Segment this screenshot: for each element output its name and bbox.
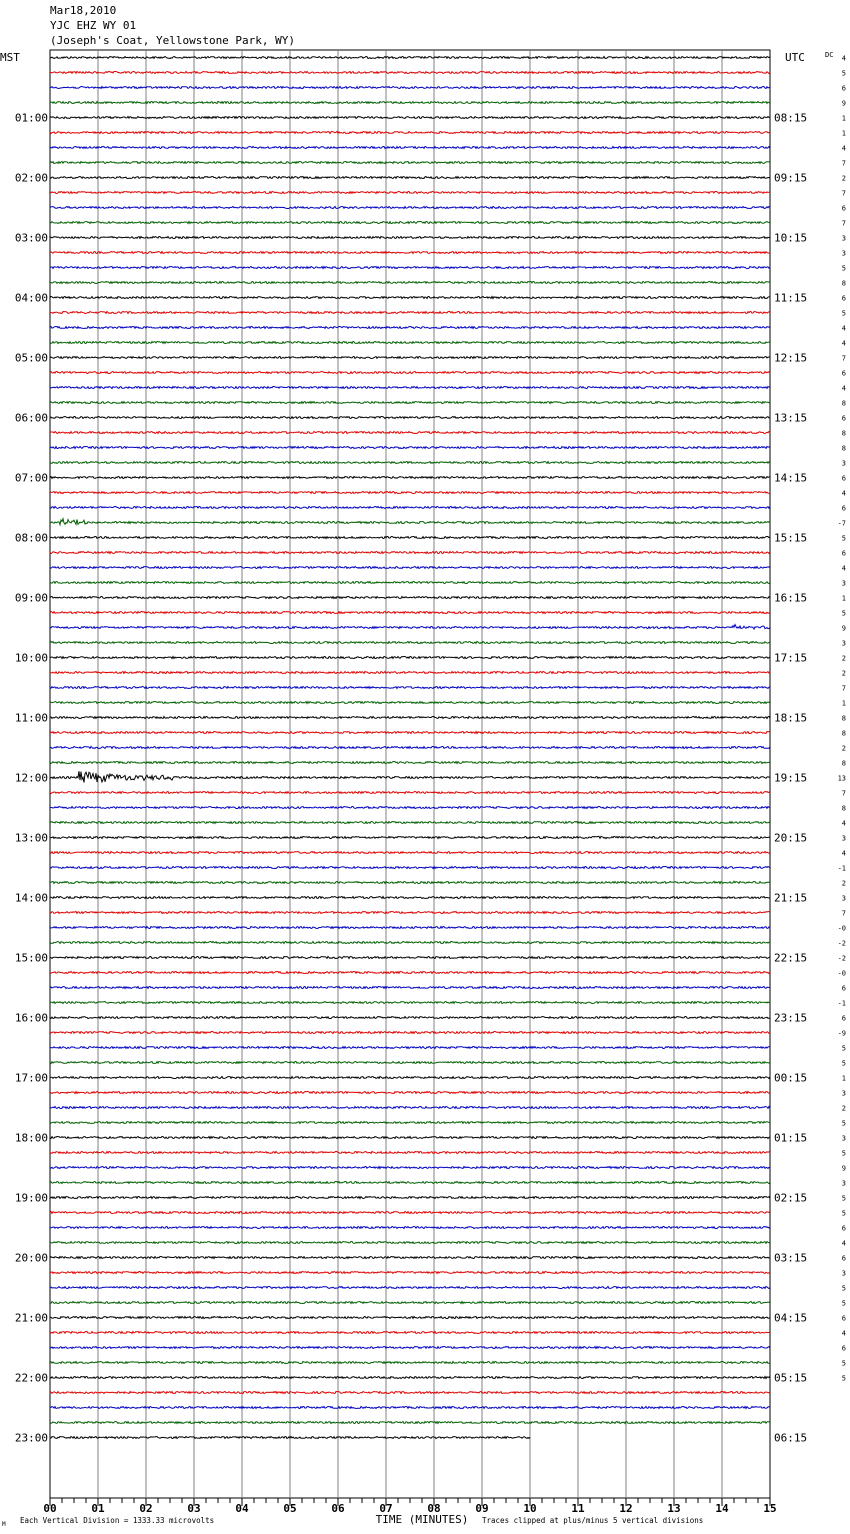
trace-line — [50, 836, 770, 838]
clip-note: Traces clipped at plus/minus 5 vertical divisions — [482, 1516, 704, 1525]
trace-line — [50, 807, 770, 809]
dc-offset-value: 5 — [841, 1284, 846, 1293]
dc-offset-value: 6 — [841, 204, 846, 213]
dc-offset-value: 5 — [841, 309, 846, 318]
dc-offset-value: 3 — [841, 249, 846, 258]
dc-offset-value: 5 — [841, 1119, 846, 1128]
dc-offset-value: 4 — [841, 489, 846, 498]
mst-hour-label: 04:00 — [14, 291, 48, 305]
mst-axis-label: MST — [0, 51, 20, 64]
dc-offset-value: 3 — [841, 834, 846, 843]
mst-hour-label: 14:00 — [14, 891, 48, 905]
trace-line — [50, 702, 770, 704]
dc-offset-value: 7 — [841, 354, 846, 363]
trace-line — [50, 72, 770, 74]
trace-line — [50, 87, 770, 89]
mst-hour-label: 17:00 — [14, 1071, 48, 1085]
trace-line — [50, 447, 770, 449]
dc-offset-value: 7 — [841, 789, 846, 798]
dc-offset-value: 9 — [841, 1164, 846, 1173]
utc-hour-label: 01:15 — [774, 1131, 808, 1145]
dc-offset-value: 7 — [841, 189, 846, 198]
scale-note: Each Vertical Division = 1333.33 microvolts — [20, 1516, 215, 1525]
dc-offset-value: 9 — [841, 99, 846, 108]
trace-line — [50, 297, 770, 299]
mst-hour-label: 23:00 — [14, 1431, 48, 1445]
trace-line — [50, 552, 770, 554]
trace-line — [50, 732, 770, 734]
trace-line — [50, 1272, 770, 1274]
trace-line — [50, 582, 770, 584]
utc-hour-label: 16:15 — [774, 591, 808, 605]
dc-offset-value: 6 — [841, 1254, 846, 1263]
dc-offset-value: 6 — [841, 294, 846, 303]
trace-line — [50, 642, 770, 644]
trace-line — [50, 1047, 770, 1049]
trace-line — [50, 117, 770, 119]
utc-hour-label: 19:15 — [774, 771, 808, 785]
trace-line — [50, 462, 770, 464]
dc-offset-value: 2 — [841, 654, 846, 663]
dc-offset-value: -1 — [837, 864, 846, 873]
x-tick-label: 09 — [475, 1502, 489, 1515]
dc-offset-value: 5 — [841, 1044, 846, 1053]
utc-hour-label: 10:15 — [774, 231, 808, 245]
trace-line — [50, 1422, 770, 1424]
dc-offset-value: 5 — [841, 1374, 846, 1383]
utc-hour-label: 06:15 — [774, 1431, 808, 1445]
dc-offset-value: 6 — [841, 1224, 846, 1233]
trace-line — [50, 1152, 770, 1154]
dc-offset-value: 1 — [841, 114, 846, 123]
utc-hour-label: 20:15 — [774, 831, 808, 845]
trace-line — [50, 1347, 770, 1349]
mst-hour-label: 05:00 — [14, 351, 48, 365]
trace-line — [50, 1137, 770, 1139]
dc-offset-value: -0 — [837, 924, 846, 933]
dc-offset-value: 3 — [841, 639, 846, 648]
dc-offset-value: 3 — [841, 1134, 846, 1143]
trace-line — [50, 1377, 770, 1379]
dc-offset-value: -1 — [837, 999, 846, 1008]
trace-line — [50, 852, 770, 854]
trace-line — [50, 867, 770, 869]
trace-line — [50, 1227, 770, 1229]
trace-line — [50, 747, 770, 749]
trace-line — [50, 402, 770, 404]
dc-offset-value: 8 — [841, 804, 846, 813]
trace-line — [50, 192, 770, 194]
trace-line — [50, 177, 770, 179]
x-axis-label: TIME (MINUTES) — [375, 1513, 469, 1526]
trace-line — [50, 537, 770, 539]
trace-line — [50, 1122, 770, 1124]
dc-offset-value: 2 — [841, 744, 846, 753]
utc-hour-label: 13:15 — [774, 411, 808, 425]
dc-offset-value: 6 — [841, 369, 846, 378]
trace-line — [50, 507, 770, 509]
dc-offset-value: 8 — [841, 714, 846, 723]
utc-hour-label: 02:15 — [774, 1191, 808, 1205]
trace-line — [50, 1392, 770, 1394]
x-tick-label: 08 — [427, 1502, 441, 1515]
trace-line — [50, 612, 770, 614]
dc-offset-value: 5 — [841, 1209, 846, 1218]
dc-offset-value: 8 — [841, 729, 846, 738]
dc-offset-value: -2 — [837, 954, 846, 963]
trace-line — [50, 1407, 770, 1409]
trace-line — [50, 957, 770, 959]
trace-line — [50, 519, 770, 525]
dc-offset-value: 5 — [841, 609, 846, 618]
dc-offset-value: -7 — [837, 519, 846, 528]
dc-offset-value: 3 — [841, 1179, 846, 1188]
x-tick-label: 15 — [763, 1502, 777, 1515]
utc-hour-label: 23:15 — [774, 1011, 808, 1025]
dc-offset-value: 6 — [841, 1014, 846, 1023]
trace-line — [50, 687, 770, 689]
utc-hour-label: 08:15 — [774, 111, 808, 125]
dc-offset-value: 5 — [841, 1299, 846, 1308]
trace-line — [50, 1212, 770, 1214]
trace-line — [50, 492, 770, 494]
trace-line — [50, 1197, 770, 1199]
trace-line — [50, 1257, 770, 1259]
trace-line — [50, 1242, 770, 1244]
dc-offset-value: 6 — [841, 984, 846, 993]
trace-line — [50, 132, 770, 134]
dc-offset-value: 1 — [841, 129, 846, 138]
dc-offset-value: -9 — [837, 1029, 846, 1038]
trace-line — [50, 312, 770, 314]
dc-offset-value: 2 — [841, 174, 846, 183]
trace-line — [50, 1002, 770, 1004]
trace-line — [50, 1287, 770, 1289]
dc-offset-value: 5 — [841, 264, 846, 273]
x-tick-label: 07 — [379, 1502, 393, 1515]
dc-offset-value: 6 — [841, 504, 846, 513]
corner-mark: M — [2, 1521, 6, 1528]
dc-offset-value: 4 — [841, 144, 846, 153]
dc-offset-value: 3 — [841, 1089, 846, 1098]
mst-hour-label: 12:00 — [14, 771, 48, 785]
utc-hour-label: 21:15 — [774, 891, 808, 905]
x-tick-label: 14 — [715, 1502, 729, 1515]
utc-hour-label: 22:15 — [774, 951, 808, 965]
trace-line — [50, 942, 770, 944]
trace-line — [50, 222, 770, 224]
dc-offset-value: 4 — [841, 324, 846, 333]
date-label: Mar18,2010 — [50, 4, 117, 17]
dc-offset-value: 6 — [841, 414, 846, 423]
trace-line — [50, 1077, 770, 1079]
utc-hour-label: 12:15 — [774, 351, 808, 365]
trace-line — [50, 792, 770, 794]
mst-hour-label: 11:00 — [14, 711, 48, 725]
mst-hour-label: 02:00 — [14, 171, 48, 185]
trace-line — [50, 342, 770, 344]
dc-offset-value: 4 — [841, 339, 846, 348]
dc-offset-value: 8 — [841, 759, 846, 768]
trace-line — [50, 972, 770, 974]
x-tick-label: 01 — [91, 1502, 105, 1515]
dc-offset-value: 9 — [841, 624, 846, 633]
dc-offset-value: 8 — [841, 279, 846, 288]
trace-line — [50, 881, 770, 883]
utc-axis-label: UTC — [785, 51, 805, 64]
trace-line — [50, 237, 770, 239]
location-label: (Joseph's Coat, Yellowstone Park, WY) — [50, 34, 296, 47]
dc-offset-value: 6 — [841, 1314, 846, 1323]
dc-offset-value: 8 — [841, 444, 846, 453]
mst-hour-label: 16:00 — [14, 1011, 48, 1025]
dc-offset-value: 6 — [841, 84, 846, 93]
utc-hour-label: 11:15 — [774, 291, 808, 305]
trace-line — [50, 477, 770, 479]
mst-hour-label: 09:00 — [14, 591, 48, 605]
mst-hour-label: 10:00 — [14, 651, 48, 665]
trace-line — [50, 282, 770, 284]
trace-line — [50, 207, 770, 209]
mst-hour-label: 13:00 — [14, 831, 48, 845]
trace-line — [50, 327, 770, 329]
trace-line — [50, 252, 770, 254]
trace-line — [50, 267, 770, 269]
trace-line — [50, 1182, 770, 1184]
trace-line — [50, 1017, 770, 1019]
trace-line — [50, 432, 770, 434]
dc-offset-value: 3 — [841, 1269, 846, 1278]
trace-line — [50, 387, 770, 389]
trace-line — [50, 762, 770, 764]
mst-hour-label: 18:00 — [14, 1131, 48, 1145]
utc-hour-label: 15:15 — [774, 531, 808, 545]
dc-offset-value: 5 — [841, 1359, 846, 1368]
x-tick-label: 05 — [283, 1502, 297, 1515]
trace-line — [50, 897, 770, 899]
dc-offset-value: 5 — [841, 1194, 846, 1203]
mst-hour-label: 15:00 — [14, 951, 48, 965]
x-tick-label: 03 — [187, 1502, 201, 1515]
trace-line — [50, 1167, 770, 1169]
x-tick-label: 00 — [43, 1502, 57, 1515]
x-tick-label: 04 — [235, 1502, 249, 1515]
trace-line — [50, 657, 770, 659]
dc-offset-value: 7 — [841, 684, 846, 693]
mst-hour-label: 20:00 — [14, 1251, 48, 1265]
dc-offset-value: 7 — [841, 909, 846, 918]
dc-offset-value: 4 — [841, 819, 846, 828]
x-tick-label: 13 — [667, 1502, 681, 1515]
trace-line — [50, 102, 770, 104]
x-tick-label: 12 — [619, 1502, 633, 1515]
mst-hour-label: 22:00 — [14, 1371, 48, 1385]
mst-hour-label: 21:00 — [14, 1311, 48, 1325]
trace-line — [50, 717, 770, 719]
utc-hour-label: 09:15 — [774, 171, 808, 185]
trace-line — [50, 597, 770, 599]
utc-hour-label: 14:15 — [774, 471, 808, 485]
x-tick-label: 02 — [139, 1502, 153, 1515]
x-tick-label: 11 — [571, 1502, 585, 1515]
dc-offset-value: 6 — [841, 549, 846, 558]
dc-offset-value: 2 — [841, 1104, 846, 1113]
dc-offset-value: 3 — [841, 459, 846, 468]
trace-line — [50, 1092, 770, 1094]
trace-line — [50, 912, 770, 914]
trace-line — [50, 1362, 770, 1364]
trace-line — [50, 57, 770, 59]
utc-hour-label: 17:15 — [774, 651, 808, 665]
utc-hour-label: 04:15 — [774, 1311, 808, 1325]
mst-hour-label: 06:00 — [14, 411, 48, 425]
dc-offset-value: 4 — [841, 1329, 846, 1338]
dc-offset-value: 4 — [841, 54, 846, 63]
trace-line — [50, 162, 770, 164]
utc-hour-label: 18:15 — [774, 711, 808, 725]
x-tick-label: 06 — [331, 1502, 345, 1515]
trace-line — [50, 625, 770, 630]
dc-offset-value: 5 — [841, 69, 846, 78]
trace-line — [50, 672, 770, 674]
trace-line — [50, 771, 770, 782]
trace-line — [50, 1062, 770, 1064]
trace-line — [50, 987, 770, 989]
dc-offset-value: 3 — [841, 579, 846, 588]
dc-offset-value: 4 — [841, 564, 846, 573]
dc-offset-value: 2 — [841, 879, 846, 888]
mst-hour-label: 03:00 — [14, 231, 48, 245]
trace-line — [50, 567, 770, 569]
dc-offset-value: 6 — [841, 1344, 846, 1353]
trace-line — [50, 927, 770, 929]
dc-offset-value: 4 — [841, 1239, 846, 1248]
dc-offset-value: 5 — [841, 534, 846, 543]
mst-hour-label: 19:00 — [14, 1191, 48, 1205]
dc-offset-value: -0 — [837, 969, 846, 978]
trace-line — [50, 1302, 770, 1304]
dc-offset-value: 2 — [841, 669, 846, 678]
utc-hour-label: 05:15 — [774, 1371, 808, 1385]
dc-offset-value: 8 — [841, 399, 846, 408]
mst-hour-label: 01:00 — [14, 111, 48, 125]
dc-offset-value: 7 — [841, 219, 846, 228]
dc-offset-value: 7 — [841, 159, 846, 168]
dc-offset-value: 1 — [841, 699, 846, 708]
trace-line — [50, 1317, 770, 1319]
trace-line — [50, 372, 770, 374]
trace-line — [50, 357, 770, 359]
dc-offset-value: -2 — [837, 939, 846, 948]
dc-offset-value: 1 — [841, 594, 846, 603]
trace-line — [50, 1332, 770, 1334]
trace-line — [50, 147, 770, 149]
dc-offset-value: 13 — [837, 774, 846, 783]
dc-offset-value: 5 — [841, 1059, 846, 1068]
trace-line — [50, 1032, 770, 1034]
station-label: YJC EHZ WY 01 — [50, 19, 137, 32]
dc-offset-value: 3 — [841, 234, 846, 243]
dc-offset-value: 3 — [841, 894, 846, 903]
dc-offset-value: 1 — [841, 1074, 846, 1083]
dc-offset-value: 4 — [841, 384, 846, 393]
trace-line — [50, 822, 770, 824]
utc-hour-label: 03:15 — [774, 1251, 808, 1265]
dc-offset-value: 4 — [841, 849, 846, 858]
utc-hour-label: 00:15 — [774, 1071, 808, 1085]
dc-offset-value: 5 — [841, 1149, 846, 1158]
trace-line — [50, 417, 770, 419]
dc-offset-value: 6 — [841, 474, 846, 483]
mst-hour-label: 08:00 — [14, 531, 48, 545]
mst-hour-label: 07:00 — [14, 471, 48, 485]
dc-label: DC — [825, 51, 834, 59]
trace-line — [50, 1107, 770, 1109]
dc-offset-value: 8 — [841, 429, 846, 438]
x-tick-label: 10 — [523, 1502, 537, 1515]
